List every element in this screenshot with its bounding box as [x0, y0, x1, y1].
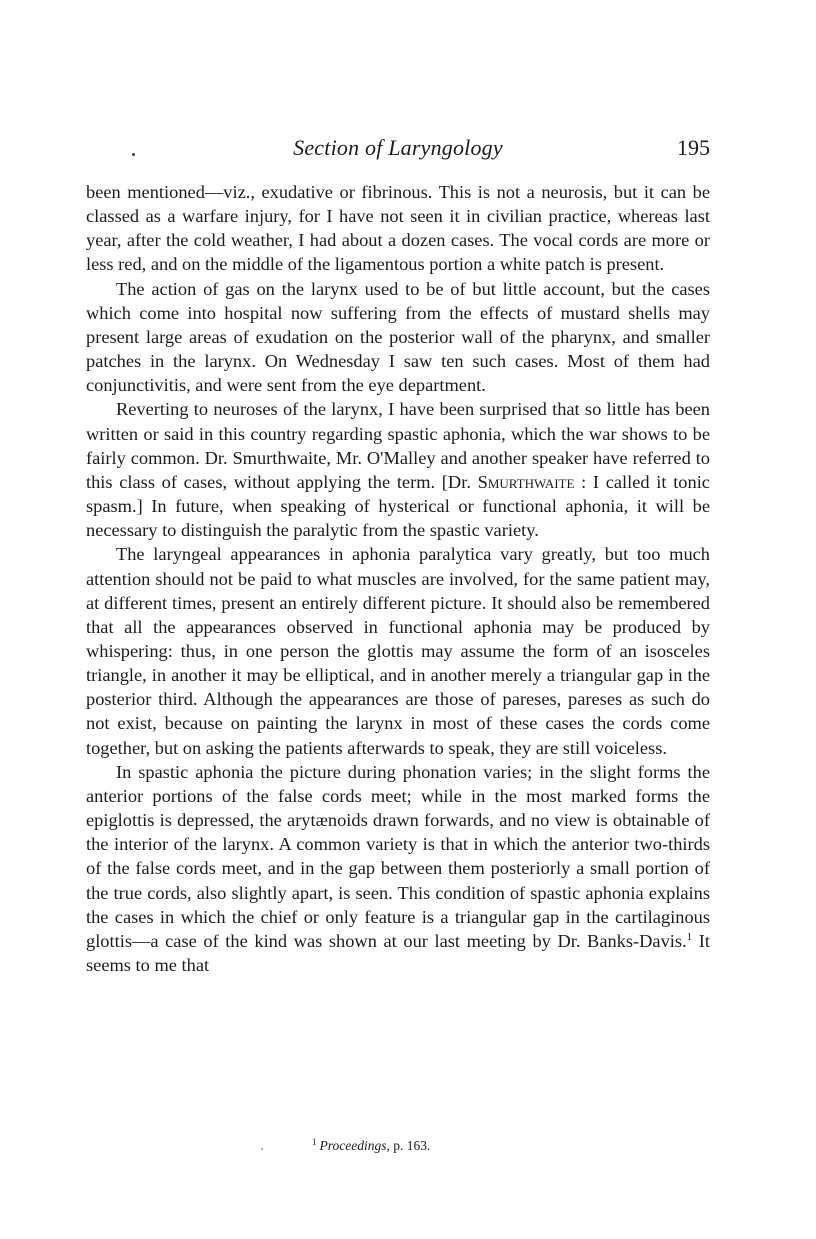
ink-speck [261, 1148, 263, 1150]
paragraph-5-after: It seems to me that [86, 930, 710, 975]
paragraph-4: The laryngeal appearances in aphonia paralytica vary greatly, but too much attention should not be paid to what muscles are involved, for the same patient may, at different times, present an entirely different picture. It should also be remembered that all the appearances observed in functional aphonia may be produced by whispering: thus, in one person the glottis may assume the form of an isosceles triangle, in another it may be elliptical, and in another merely a triangular gap in the posterior third. Although the appearances are those of pareses, pareses as such do not exist, because on painting the larynx in most of these cases the cords come together, but on asking the patients afterwards to speak, they are still voiceless. [86, 544, 710, 758]
paragraph-5 [86, 760, 710, 977]
footnote-title: Proceedings [319, 1138, 387, 1153]
body-text [86, 180, 710, 977]
running-head [86, 133, 710, 167]
paragraph-1: been mentioned—viz., exudative or fibrinous. This is not a neurosis, but it can be classed as a warfare injury, for I have not seen it in civilian practice, whereas last year, after the cold weather, I had about a dozen cases. The vocal cords are more or less red, and on the middle of the ligamentous portion a white patch is present. [86, 182, 710, 275]
footnote-mark: 1 [312, 1136, 317, 1147]
paragraph-3-after: : I called it tonic spasm.] In future, when speaking of hysterical or functional aphonia, it will be necessary to distinguish the paralytic from the spastic variety. [86, 471, 710, 541]
speaker-name: Smurthwaite [477, 471, 575, 492]
footnote-area [86, 1136, 710, 1160]
paragraph-5-text: In spastic aphonia the picture during phonation varies; in the slight forms the anterior portions of the false cords meet; while in the most marked forms the epiglottis is depressed, the arytænoids drawn forwards, and no view is obtainable of the interior of the larynx. A common variety is that in which the anterior two-thirds of the false cords meet, and in the gap between them posteriorly a small portion of the true cords, also slightly apart, is seen. This condition of spastic aphonia explains the cases in which the chief or only feature is a triangular gap in the cartilaginous glottis—a case of the kind was shown at our last meeting by Dr. Banks-Davis. [86, 761, 710, 951]
page-number: 195 [677, 135, 710, 160]
footnote-text: , p. 163. [386, 1138, 431, 1153]
paragraph-2: The action of gas on the larynx used to be of but little account, but the cases which come into hospital now suffering from the effects of mustard shells may present large areas of exudation on the posterior wall of the pharynx, and smaller patches in the larynx. On Wednesday I saw ten such cases. Most of them had conjunctivitis, and were sent from the eye department. [86, 278, 710, 396]
paragraph-3-before: Reverting to neuroses of the larynx, I have been surprised that so little has been written or said in this country regarding spastic aphonia, which the war shows to be fairly common. Dr. Smurthwaite, Mr. O'Malley and another speaker have referred to this class of cases, without applying the term. [Dr. [86, 399, 710, 492]
running-title: Section of Laryngology [293, 135, 503, 160]
footnote [312, 1136, 430, 1156]
footnote-reference: 1 [686, 930, 693, 943]
paragraph-3 [86, 397, 710, 542]
